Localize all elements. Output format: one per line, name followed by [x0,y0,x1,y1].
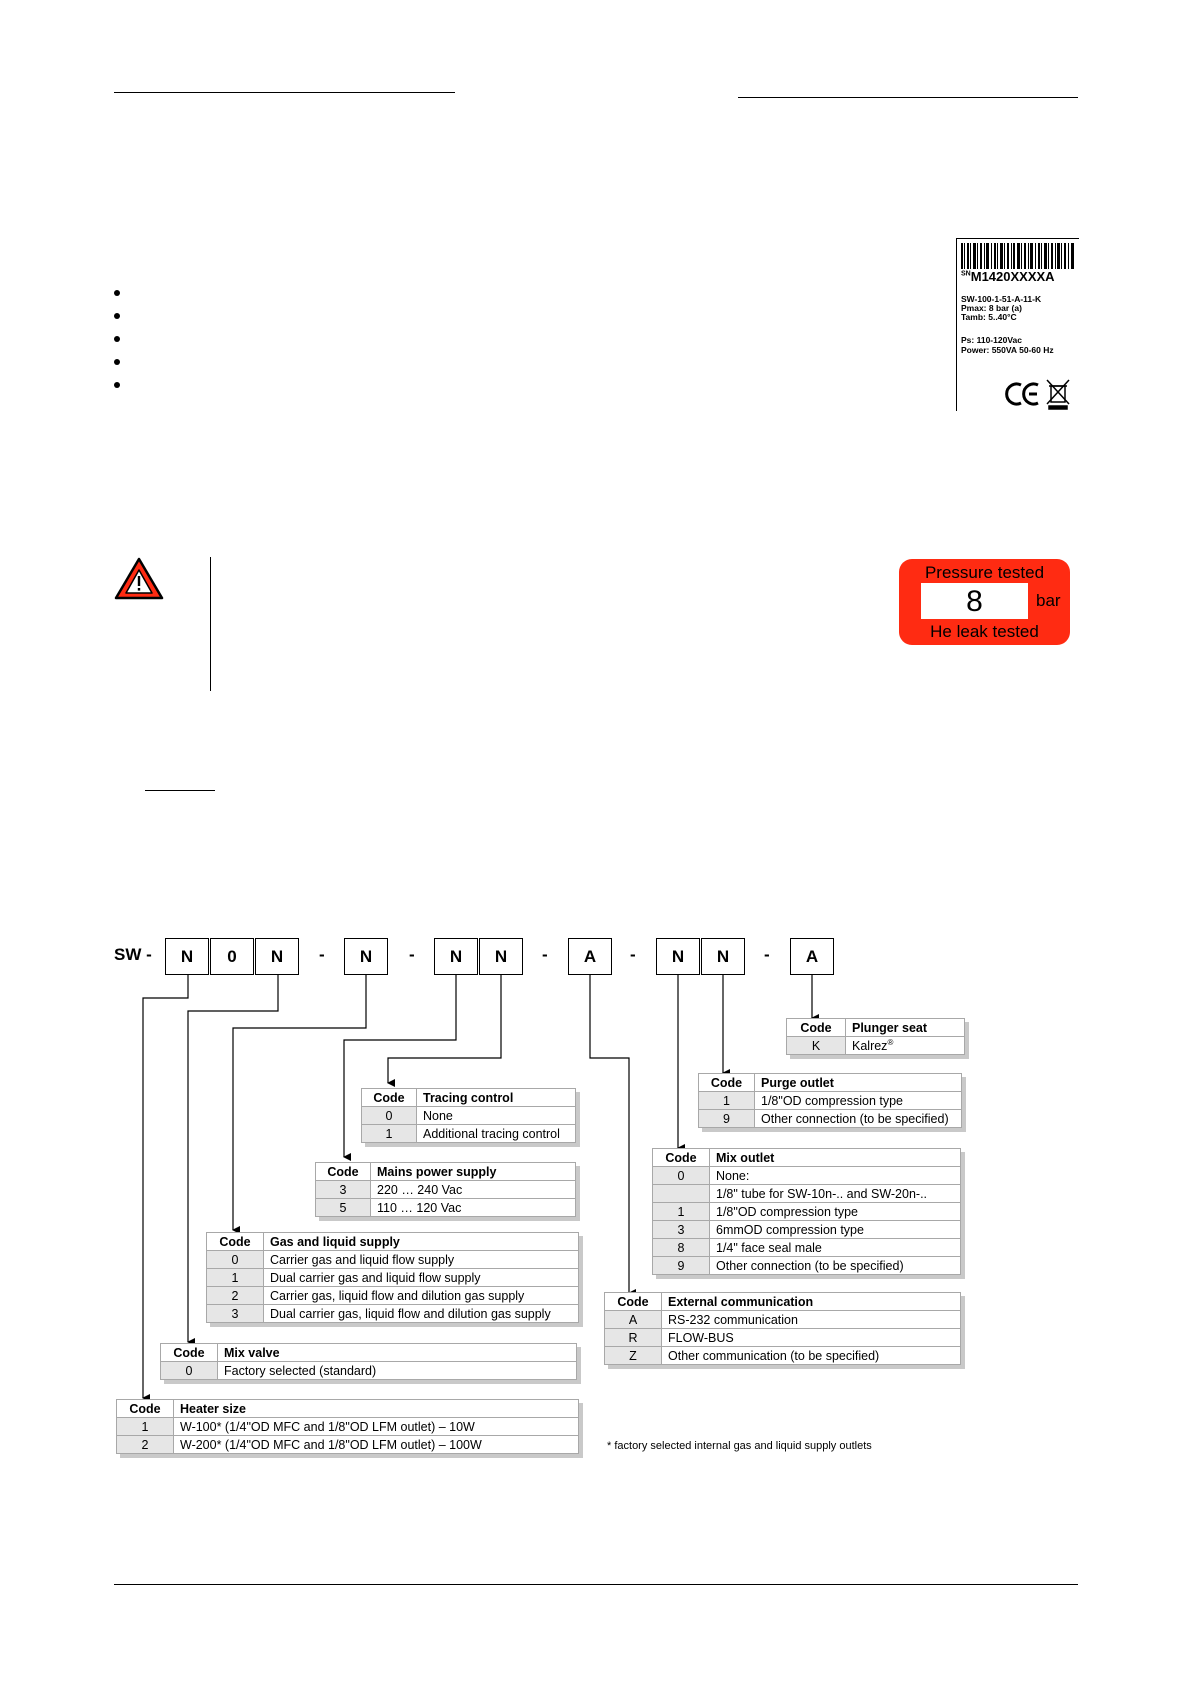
code-separator: - [409,945,415,964]
section-rule [145,790,215,791]
table-row: 1 Dual carrier gas and liquid flow supply [207,1269,579,1287]
column-header: Mix outlet [710,1149,961,1167]
column-header: Code [699,1074,755,1092]
column-header: Code [117,1400,174,1418]
code-box: N [344,938,388,975]
badge-unit: bar [1036,591,1061,610]
table-row: 9 Other connection (to be specified) [653,1257,961,1275]
code-separator: - [319,945,325,964]
table-row: 0 Carrier gas and liquid flow supply [207,1251,579,1269]
badge-value: 8 [921,583,1028,619]
footer-rule [114,1584,1078,1585]
table-row: 9 Other connection (to be specified) [699,1110,962,1128]
table-row: Z Other communication (to be specified) [605,1347,961,1365]
column-header: Heater size [174,1400,579,1418]
serial-number: $^{SN}$M1420XXXXA [961,269,1055,284]
label-line: Pmax: 8 bar (a) [961,303,1022,313]
table-row: 1/8" tube for SW-10n-.. and SW-20n-.. [653,1185,961,1203]
column-header: Tracing control [417,1089,576,1107]
table-row: 8 1/4" face seal male [653,1239,961,1257]
table-heater-size [116,1399,579,1454]
column-header: Code [161,1344,218,1362]
code-box: N [434,938,478,975]
column-header: Plunger seat [846,1019,965,1037]
column-header: Purge outlet [755,1074,962,1092]
table-row: K Kalrez® [787,1037,965,1055]
warning-rule [210,557,211,691]
code-box: N [656,938,700,975]
column-header: Gas and liquid supply [264,1233,579,1251]
table-row: 3 6mmOD compression type [653,1221,961,1239]
table-row: 0 Factory selected (standard) [161,1362,577,1380]
code-box: A [568,938,612,975]
label-line: Power: 550VA 50-60 Hz [961,345,1054,355]
code-box: 0 [210,938,254,975]
table-row: 3 220 … 240 Vac [316,1181,576,1199]
table-row: 1 1/8"OD compression type [653,1203,961,1221]
table-mains-power [315,1162,576,1217]
ce-icon [1007,384,1038,404]
code-separator: - [630,945,636,964]
code-box: N [255,938,299,975]
code-separator: - [764,945,770,964]
badge-title: Pressure tested [924,563,1045,582]
column-header: Code [362,1089,417,1107]
ce-weee-marks [1005,377,1075,411]
header-rule-right [738,97,1078,98]
table-mix-valve [160,1343,577,1380]
table-row: A RS-232 communication [605,1311,961,1329]
code-separator: - [542,945,548,964]
table-row: 0 None [362,1107,576,1125]
table-purge-outlet [698,1073,962,1128]
column-header: External communication [662,1293,961,1311]
label-line: Ps: 110-120Vac [961,335,1022,345]
column-header: Code [605,1293,662,1311]
code-box: A [790,938,834,975]
table-row: 1 W-100* (1/4"OD MFC and 1/8"OD LFM outlet) – 10W [117,1418,579,1436]
table-plunger-seat [786,1018,965,1055]
connector-external-comm [590,975,629,1293]
weee-bin-icon [1047,380,1069,409]
product-label [956,238,1079,411]
table-mix-outlet [652,1148,961,1275]
connector-heater-size [143,975,188,1398]
code-prefix: SW - [114,945,152,964]
table-row: 1 1/8"OD compression type [699,1092,962,1110]
code-box: N [479,938,523,975]
footnote: * factory selected internal gas and liquid supply outlets [607,1440,872,1452]
table-tracing-control [361,1088,576,1143]
code-box: N [165,938,209,975]
warning-triangle-icon [114,557,164,601]
table-gas-liquid-supply [206,1232,579,1323]
table-row: 5 110 … 120 Vac [316,1199,576,1217]
column-header: Mix valve [218,1344,577,1362]
column-header: Code [207,1233,264,1251]
kalrez-cell: Kalrez® [846,1037,965,1055]
column-header: Code [653,1149,710,1167]
code-box: N [701,938,745,975]
table-row: 2 W-200* (1/4"OD MFC and 1/8"OD LFM outlet) – 100W [117,1436,579,1454]
column-header: Code [316,1163,371,1181]
column-header: Mains power supply [371,1163,576,1181]
table-row: 0 None: [653,1167,961,1185]
table-row: R FLOW-BUS [605,1329,961,1347]
header-rule-left [114,92,455,93]
badge-subtitle: He leak tested [930,622,1039,641]
barcode-icon [961,243,1075,269]
table-external-communication [604,1292,961,1365]
table-row: 2 Carrier gas, liquid flow and dilution gas supply [207,1287,579,1305]
label-line: SW-100-1-51-A-11-K [961,294,1042,304]
table-row: 1 Additional tracing control [362,1125,576,1143]
table-row: 3 Dual carrier gas, liquid flow and dilution gas supply [207,1305,579,1323]
label-line: Tamb: 5..40°C [961,312,1017,322]
pressure-tested-badge [899,559,1070,645]
column-header: Code [787,1019,846,1037]
connector-tracing-control [388,975,501,1083]
